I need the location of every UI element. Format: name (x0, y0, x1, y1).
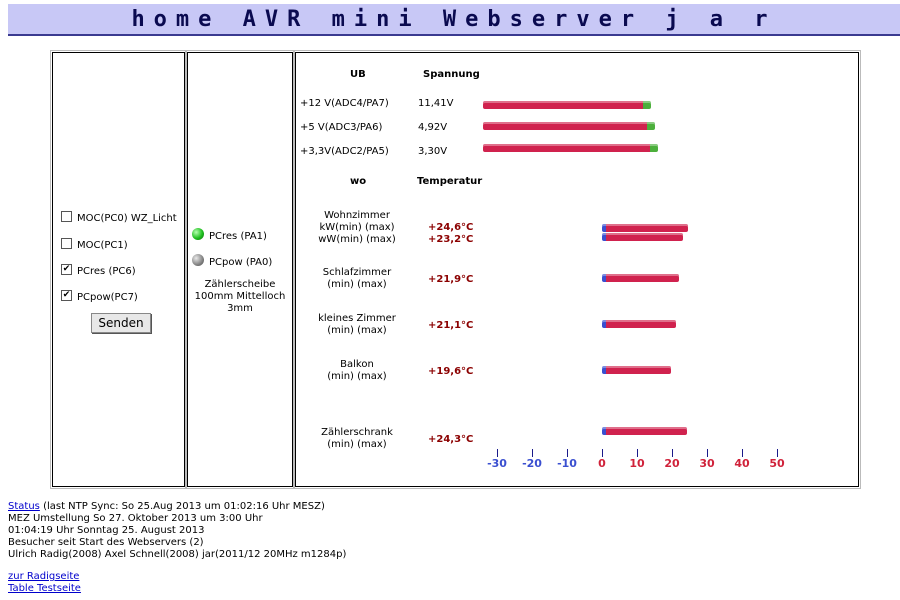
temp-location-3-line-1: (min) (max) (327, 371, 387, 382)
ntp-sync-text: (last NTP Sync: So 25.Aug 2013 um 01:02:16 Uhr MESZ) (43, 501, 325, 512)
temp-bar-1 (602, 274, 679, 282)
temp-bar-3 (602, 366, 671, 374)
radig-link[interactable]: zur Radigseite (8, 571, 80, 582)
output-label-3: PCpow(PC7) (77, 292, 138, 303)
output-label-2: PCres (PC6) (77, 266, 136, 277)
scale-label-6: 30 (699, 457, 715, 470)
voltage-bar-1 (483, 122, 655, 130)
scale-tick-4 (637, 449, 638, 457)
temp-bar-0b (602, 233, 683, 241)
scale-label-1: -20 (522, 457, 542, 470)
status-link[interactable]: Status (8, 501, 40, 512)
temperature-scale (296, 445, 856, 485)
temp-location-1 (296, 267, 418, 291)
page-title: home AVR mini Webserver j a r (131, 7, 777, 32)
temp-location-1-line-0: Schlafzimmer (322, 267, 392, 278)
table-test-link[interactable]: Table Testseite (8, 583, 81, 594)
scale-tick-0 (497, 449, 498, 457)
temp-location-0-line-1: kW(min) (max) (319, 222, 395, 233)
temp-bar-2 (602, 320, 676, 328)
voltage-label-2: +3,3V(ADC2/PA5) (300, 146, 389, 157)
voltage-col2-header: Spannung (423, 69, 480, 80)
temp-value-0b: +23,2°C (428, 234, 474, 245)
scale-label-8: 50 (769, 457, 785, 470)
output-checkbox-0[interactable] (61, 211, 72, 222)
temp-location-2-line-1: (min) (max) (327, 325, 387, 336)
temp-location-4-line-1: (min) (max) (327, 439, 387, 450)
voltage-col1-header: UB (350, 69, 366, 80)
voltage-bar-0 (483, 101, 651, 109)
scale-tick-8 (777, 449, 778, 457)
page-header (8, 4, 900, 36)
voltage-bar-2 (483, 144, 658, 152)
temp-location-2 (296, 313, 418, 337)
radig-link-wrap (8, 571, 79, 582)
input-label-0: PCres (PA1) (209, 231, 267, 242)
meter-note-line-0: Zählerscheibe (204, 279, 276, 290)
temp-location-0-line-2: wW(min) (max) (318, 234, 396, 245)
measurements-panel (295, 52, 859, 487)
status-line-3: Ulrich Radig(2008) Axel Schnell(2008) jar(2011/12 20MHz m1284p) (8, 549, 347, 560)
scale-tick-5 (672, 449, 673, 457)
temp-value-0a: +24,6°C (428, 222, 474, 233)
temp-location-0-line-0: Wohnzimmer (324, 210, 390, 221)
temp-value-1: +21,9°C (428, 274, 474, 285)
temp-col1-header: wo (350, 176, 367, 187)
temp-bar-4 (602, 427, 687, 435)
scale-tick-3 (602, 449, 603, 457)
status-line-1: 01:04:19 Uhr Sonntag 25. August 2013 (8, 525, 205, 536)
status-line (8, 501, 325, 512)
meter-note-line-1: 100mm Mittelloch (194, 291, 286, 302)
send-button[interactable]: Senden (91, 313, 151, 333)
output-label-0: MOC(PC0) WZ_Licht (77, 213, 177, 224)
temp-location-2-line-0: kleines Zimmer (318, 313, 396, 324)
table-test-link-wrap (8, 583, 81, 594)
temp-value-4: +24,3°C (428, 434, 474, 445)
scale-tick-1 (532, 449, 533, 457)
scale-label-3: 0 (598, 457, 606, 470)
voltage-value-1: 4,92V (418, 122, 448, 133)
scale-label-0: -30 (487, 457, 507, 470)
status-line-0: MEZ Umstellung So 27. Oktober 2013 um 3:00 Uhr (8, 513, 263, 524)
status-line-2: Besucher seit Start des Webservers (2) (8, 537, 204, 548)
temp-location-3 (296, 359, 418, 383)
temp-location-3-line-0: Balkon (340, 359, 374, 370)
voltage-label-0: +12 V(ADC4/PA7) (300, 98, 389, 109)
led-on-icon (192, 228, 204, 240)
voltage-label-1: +5 V(ADC3/PA6) (300, 122, 383, 133)
temp-location-1-line-1: (min) (max) (327, 279, 387, 290)
led-off-icon (192, 254, 204, 266)
input-label-1: PCpow (PA0) (209, 257, 273, 268)
scale-tick-2 (567, 449, 568, 457)
scale-label-7: 40 (734, 457, 750, 470)
scale-label-4: 10 (629, 457, 645, 470)
temp-location-0 (296, 210, 418, 246)
scale-label-5: 20 (664, 457, 680, 470)
temp-bar-0a (602, 224, 688, 232)
outputs-panel (52, 52, 185, 487)
output-checkbox-2[interactable]: ✔ (62, 264, 71, 274)
meter-note (188, 279, 292, 315)
output-checkbox-3[interactable]: ✔ (62, 290, 71, 300)
output-checkbox-1[interactable] (61, 238, 72, 249)
voltage-value-2: 3,30V (418, 146, 448, 157)
output-label-1: MOC(PC1) (77, 240, 128, 251)
scale-tick-6 (707, 449, 708, 457)
temp-value-2: +21,1°C (428, 320, 474, 331)
temp-col2-header: Temperatur (417, 176, 483, 187)
temp-value-3: +19,6°C (428, 366, 474, 377)
temp-location-4-line-0: Zählerschrank (321, 427, 393, 438)
voltage-value-0: 11,41V (418, 98, 454, 109)
meter-note-line-2: 3mm (227, 303, 253, 314)
inputs-panel (187, 52, 293, 487)
scale-tick-7 (742, 449, 743, 457)
scale-label-2: -10 (557, 457, 577, 470)
